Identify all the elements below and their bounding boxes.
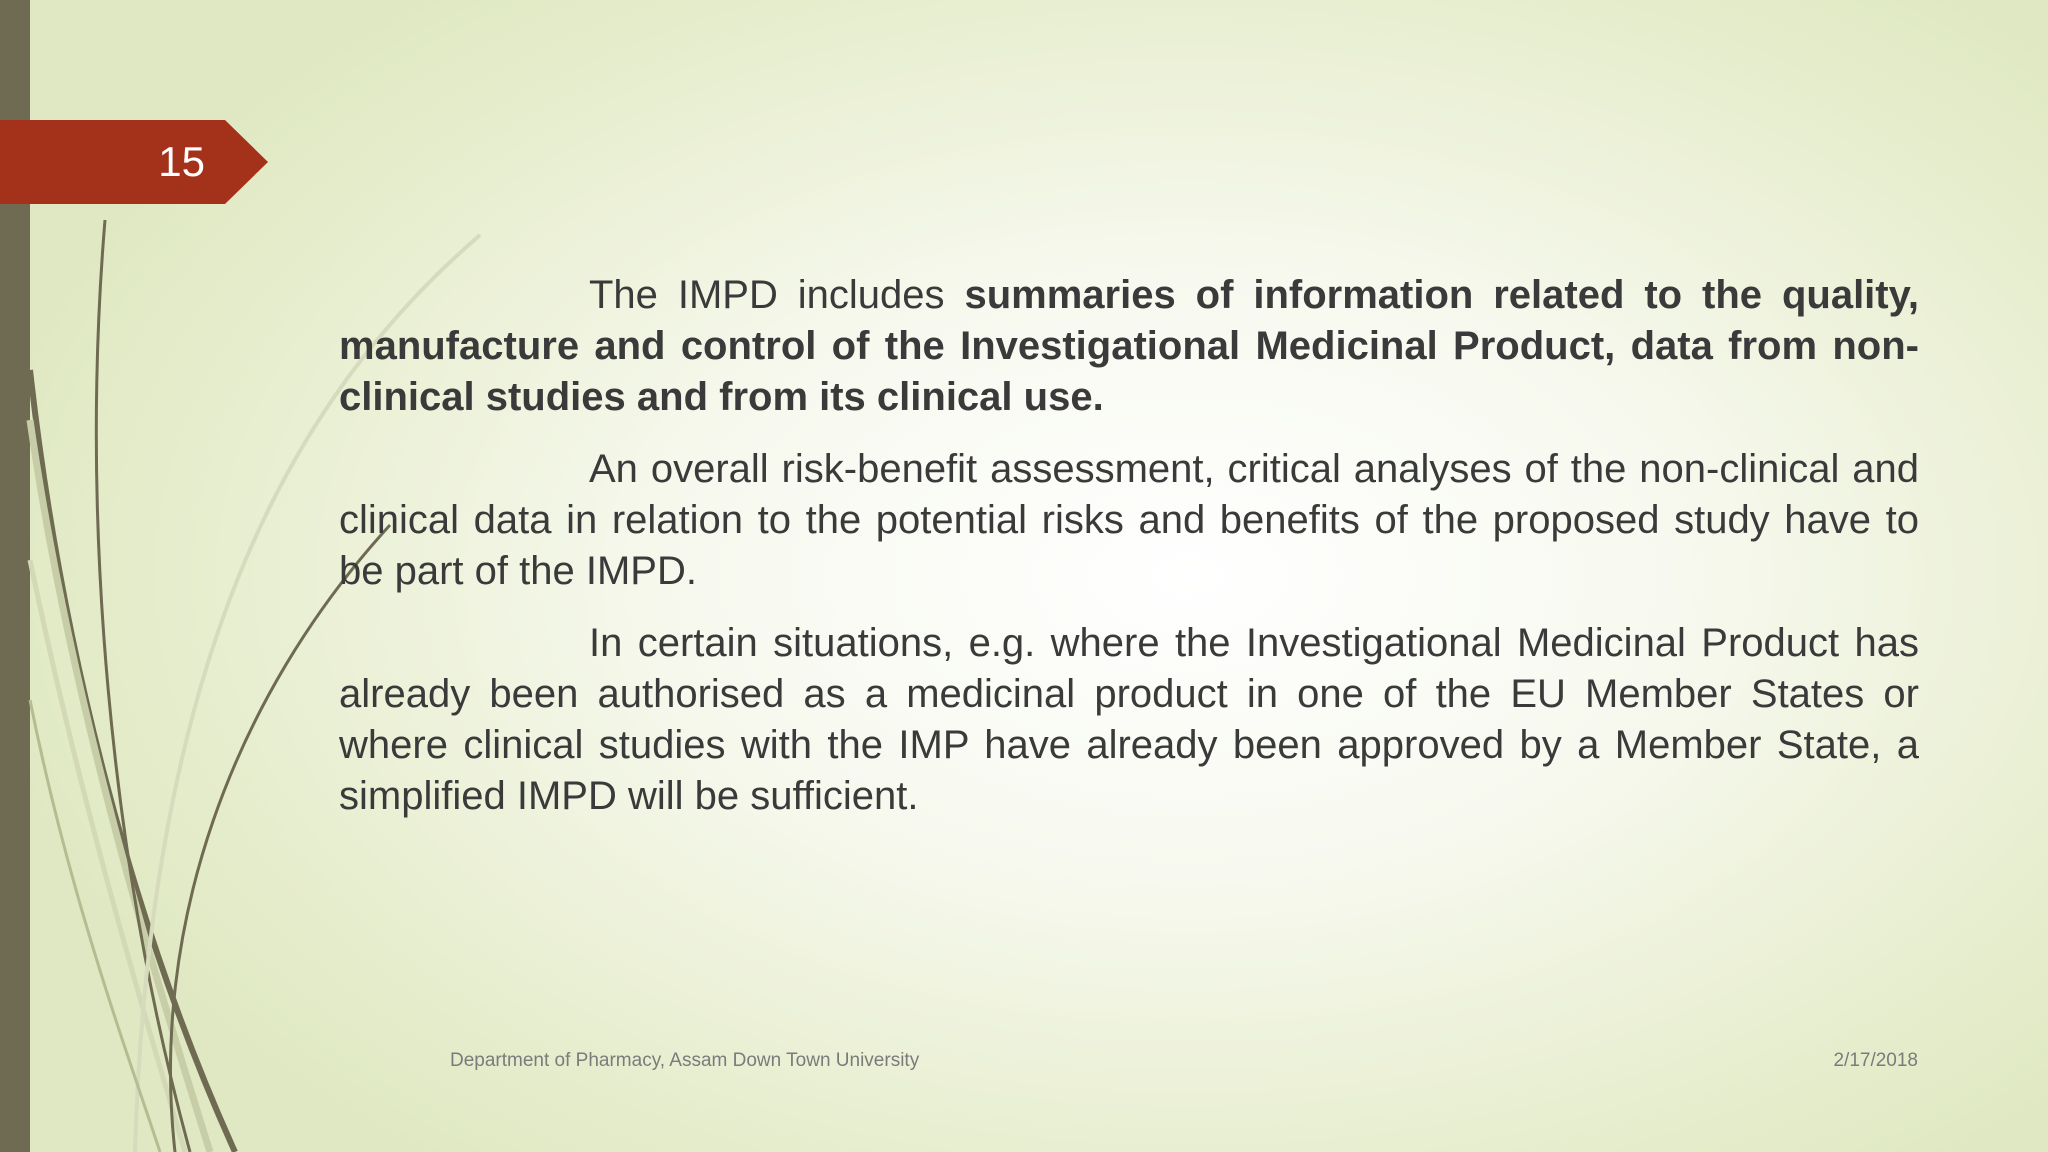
paragraph-impd-summary bbox=[339, 270, 1919, 423]
paragraph-impd-intro: The IMPD includes bbox=[589, 273, 965, 317]
slide-body bbox=[339, 270, 1919, 843]
paragraph-simplified-impd: In certain situations, e.g. where the Investigational Medicinal Product has already been authorised as a medicinal product in one of the EU Member States or where clinical studies with the IMP have already been approved by a Member State, a simplified IMPD will be sufficient. bbox=[339, 621, 1919, 818]
paragraph-impd-summary-bold: summaries of information related to the quality, manufacture and control of the Investigational Medicinal Product, data from non-clinical studies and from its clinical use. bbox=[339, 273, 1920, 419]
slide-number: 15 bbox=[158, 138, 205, 185]
footer-department: Department of Pharmacy, Assam Down Town University bbox=[450, 1050, 920, 1071]
paragraph-risk-benefit: An overall risk-benefit assessment, critical analyses of the non-clinical and clinical data in relation to the potential risks and benefits of the proposed study have to be part of the IMPD. bbox=[339, 447, 1919, 593]
footer-date: 2/17/2018 bbox=[1833, 1050, 1918, 1071]
